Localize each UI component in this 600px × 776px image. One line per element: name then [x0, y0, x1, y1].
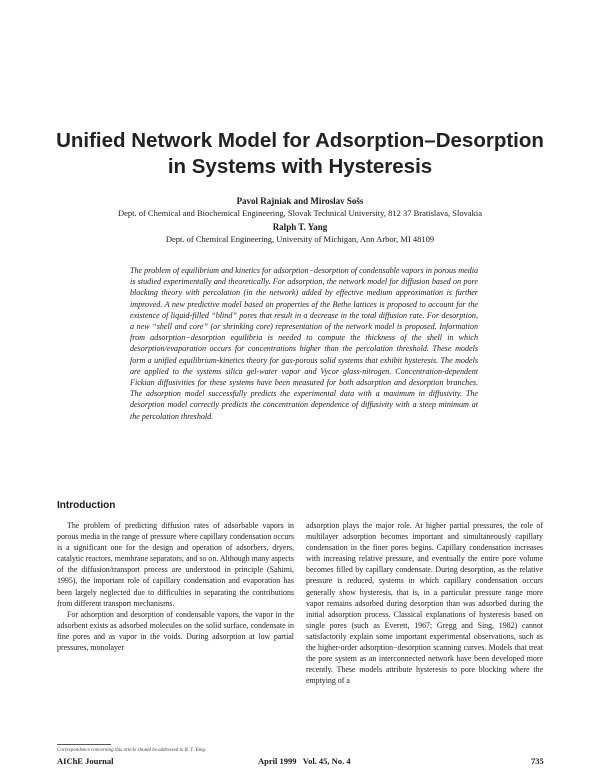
- paragraph: The problem of predicting diffusion rates of adsorbable vapors in porous media in the range of pressure where capillary condensation occurs is a significant one for the design and operation of adsorbers, dryers, catalytic reactors, membrane separators, and so on. Although many aspects of the diffusion/transport process are understood in principle (Sahimi, 1995), the important role of capillary condensation and evaporation has been largely neglected due to difficulties in separating the contributions from different transport mechanisms.: [57, 521, 294, 608]
- footer-journal: AIChE Journal: [57, 756, 114, 766]
- body-column-right: [306, 520, 543, 686]
- footnote-rule: [57, 744, 111, 745]
- author-block: [40, 196, 560, 245]
- body-column-left: [57, 520, 294, 653]
- title-line-2: in Systems with Hysteresis: [167, 155, 433, 178]
- author-affiliation-2: Dept. of Chemical Engineering, University of Michigan, Ann Arbor, MI 48109: [165, 233, 435, 244]
- abstract: The problem of equilibrium and kinetics for adsorption−desorption of condensable vapors in porous media is studied experimentally and theoretically. For adsorption, the network model for diffusion based on pore blocking theory with percolation (in the network) added by effective medium approximation is further improved. A new predictive model based on properties of the Bethe lattices is proposed to account for the existence of liquid-filled “blind” pores that result in a decrease in the total diffusion rate. For desorption, a new “shell and core” (or shrinking core) representation of the network model is proposed. Information from adsorption−desorption equilibria is needed to compute the thickness of the shell in which desorption/evaporation occurs for concentrations higher than the percolation threshold. These models form a unified equilibrium-kinetics theory for gas-porous solid systems that exhibit hysteresis. The models are applied to the systems silica gel-water vapor and Vycor glass-nitrogen. Concentration-dependent Fickian diffusivities for these systems have been measured for both adsorption and desorption branches. The adsorption model successfully predicts the experimental data with a maximum in diffusivity. The desorption model correctly predicts the concentration dependence of diffusivity with a steep minimum at the percolation threshold.: [130, 266, 478, 421]
- title-line-1: Unified Network Model for Adsorption–Desorption: [56, 129, 544, 152]
- paper-title: [40, 128, 560, 180]
- footer-page-number: 735: [531, 756, 544, 766]
- author-affiliation-1: Dept. of Chemical and Biochemical Engineering, Slovak Technical University, 812 37 Bratislava, Slovakia: [117, 207, 483, 218]
- author-names-2: Ralph T. Yang: [272, 222, 328, 232]
- paragraph: adsorption plays the major role. At higher partial pressures, the role of multilayer adsorption becomes important and simultaneously capillary condensation in the finer pores begins. Capillary condensation increases with increasing relative pressure, and eventually the entire pore volume becomes filled by capillary condensate. During desorption, as the relative pressure is reduced, systems in which capillary condensation occurs generally show hysteresis, that is, in a particular pressure range more vapor remains adsorbed during desorption than was adsorbed during the initial adsorption process. Classical explanations of hysteresis based on single pores (such as Everett, 1967; Gregg and Sing, 1982) cannot satisfactorily explain some important experimental observations, such as the higher-order adsorption−desorption scanning curves. Models that treat the pore system as an interconnected network have been developed more recently. These models attribute hysteresis to pore blocking where the emptying of a: [306, 521, 543, 686]
- footnote: Correspondence concerning this article should be addressed to R. T. Yang.: [57, 748, 207, 753]
- paragraph: For adsorption and desorption of condensable vapors, the vapor in the adsorbent exists as adsorbed molecules on the solid surface, condensate in fine pores and as vapor in the voids. During adsorption at low partial pressures, monolayer: [57, 609, 294, 653]
- author-names-1: Pavol Rajniak and Miroslav Sošs: [236, 196, 364, 206]
- section-heading-introduction: Introduction: [57, 500, 116, 511]
- footer-issue: April 1999 Vol. 45, No. 4: [258, 756, 351, 766]
